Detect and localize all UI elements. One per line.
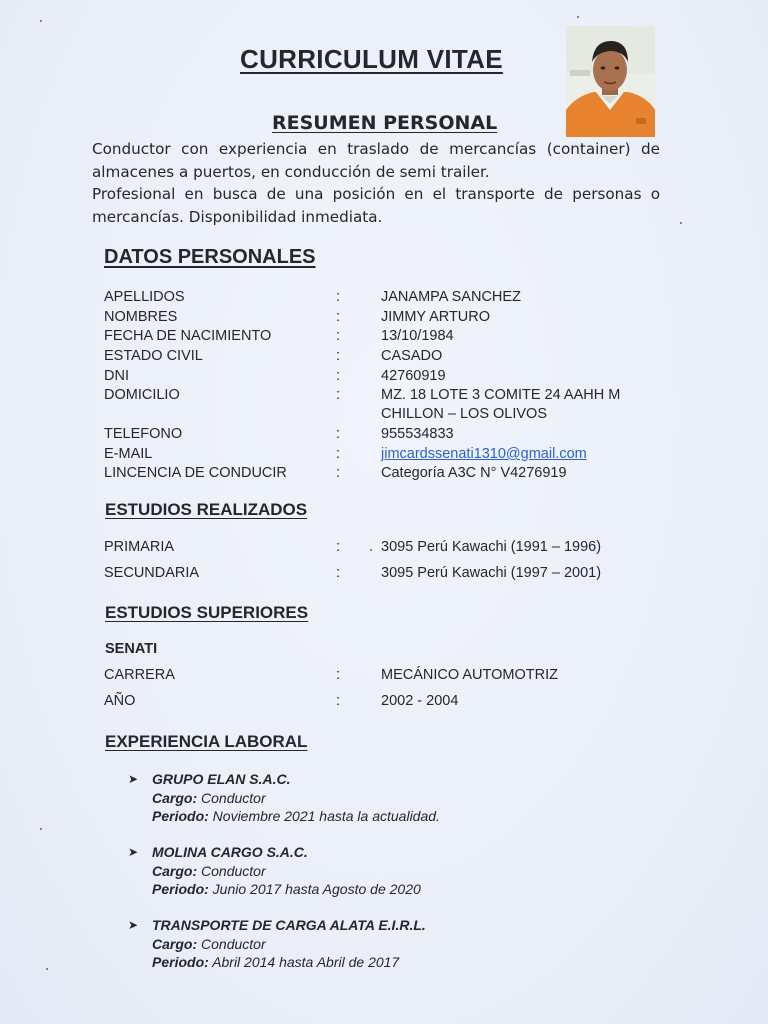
job-entry bbox=[128, 843, 628, 899]
job-cargo bbox=[152, 862, 266, 881]
row-label: SECUNDARIA bbox=[104, 565, 200, 581]
higher-row-carrera bbox=[104, 667, 704, 687]
row-value: 3095 Perú Kawachi (1997 – 2001) bbox=[381, 565, 602, 581]
row-value-line-2: CHILLON – LOS OLIVOS bbox=[381, 406, 548, 422]
row-colon: : bbox=[336, 426, 341, 442]
row-label: DOMICILIO bbox=[104, 387, 180, 403]
periodo-value: Noviembre 2021 hasta la actualidad. bbox=[212, 808, 440, 824]
row-label: FECHA DE NACIMIENTO bbox=[104, 328, 272, 344]
paper-speck bbox=[40, 828, 42, 830]
periodo-value: Abril 2014 hasta Abril de 2017 bbox=[212, 954, 400, 970]
row-colon: : bbox=[336, 289, 341, 305]
row-label: E-MAIL bbox=[104, 446, 153, 462]
row-colon: : bbox=[336, 565, 341, 581]
job-company: MOLINA CARGO S.A.C. bbox=[152, 844, 308, 860]
row-label: DNI bbox=[104, 368, 129, 384]
row-value: MECÁNICO AUTOMOTRIZ bbox=[381, 667, 558, 683]
row-colon: : bbox=[336, 539, 341, 555]
job-cargo bbox=[152, 935, 266, 954]
institution-name: SENATI bbox=[105, 641, 158, 657]
job-periodo bbox=[152, 953, 399, 972]
higher-studies-heading: ESTUDIOS SUPERIORES bbox=[105, 603, 309, 622]
row-value: Categoría A3C N° V4276919 bbox=[381, 465, 567, 481]
row-label: CARRERA bbox=[104, 667, 175, 683]
row-label: NOMBRES bbox=[104, 309, 178, 325]
personal-row-email bbox=[104, 446, 704, 466]
studies-row-primaria bbox=[104, 539, 704, 559]
profile-photo bbox=[566, 26, 655, 137]
arrow-bullet-icon: ➤ bbox=[128, 772, 139, 786]
row-value: JANAMPA SANCHEZ bbox=[381, 289, 521, 305]
row-value: JIMMY ARTURO bbox=[381, 309, 491, 325]
row-value: 13/10/1984 bbox=[381, 328, 454, 344]
cargo-value: Conductor bbox=[201, 863, 266, 879]
row-value: 2002 - 2004 bbox=[381, 693, 459, 709]
cargo-label: Cargo: bbox=[152, 863, 198, 879]
cargo-label: Cargo: bbox=[152, 790, 198, 806]
experience-heading: EXPERIENCIA LABORAL bbox=[105, 732, 308, 751]
arrow-bullet-icon: ➤ bbox=[128, 918, 139, 932]
personal-row-fecha-nacimiento bbox=[104, 328, 704, 348]
row-colon: : bbox=[336, 693, 341, 709]
row-value: 3095 Perú Kawachi (1991 – 1996) bbox=[381, 539, 602, 555]
cargo-value: Conductor bbox=[201, 936, 266, 952]
row-colon: : bbox=[336, 348, 341, 364]
studies-row-secundaria bbox=[104, 565, 704, 585]
row-label: LINCENCIA DE CONDUCIR bbox=[104, 465, 287, 481]
row-label: ESTADO CIVIL bbox=[104, 348, 203, 364]
summary-text bbox=[92, 138, 660, 228]
studies-heading: ESTUDIOS REALIZADOS bbox=[105, 500, 308, 519]
periodo-value: Junio 2017 hasta Agosto de 2020 bbox=[212, 881, 421, 897]
job-entry bbox=[128, 916, 628, 972]
job-company: TRANSPORTE DE CARGA ALATA E.I.R.L. bbox=[152, 917, 426, 933]
row-label: TELEFONO bbox=[104, 426, 183, 442]
row-label: APELLIDOS bbox=[104, 289, 185, 305]
cargo-label: Cargo: bbox=[152, 936, 198, 952]
row-colon: : bbox=[336, 465, 341, 481]
paper-speck bbox=[577, 16, 579, 18]
paper-speck bbox=[680, 222, 682, 224]
row-value: 42760919 bbox=[381, 368, 446, 384]
row-colon: : bbox=[336, 667, 341, 683]
periodo-label: Periodo: bbox=[152, 954, 209, 970]
row-value: CASADO bbox=[381, 348, 443, 364]
job-entry bbox=[128, 770, 628, 826]
email-link[interactable]: jimcardssenati1310@gmail.com bbox=[381, 446, 587, 462]
personal-row-telefono bbox=[104, 426, 704, 446]
job-cargo bbox=[152, 789, 266, 808]
personal-data-heading: DATOS PERSONALES bbox=[104, 246, 316, 268]
job-periodo bbox=[152, 880, 421, 899]
row-colon: : bbox=[336, 446, 341, 462]
row-label: PRIMARIA bbox=[104, 539, 175, 555]
paper-speck bbox=[46, 968, 48, 970]
personal-row-apellidos bbox=[104, 289, 704, 309]
document-title: CURRICULUM VITAE bbox=[240, 44, 503, 74]
arrow-bullet-icon: ➤ bbox=[128, 845, 139, 859]
cargo-value: Conductor bbox=[201, 790, 266, 806]
paper-speck bbox=[40, 20, 42, 22]
row-colon: : bbox=[336, 309, 341, 325]
row-colon: : bbox=[336, 368, 341, 384]
person-portrait-icon bbox=[566, 26, 655, 137]
personal-row-nombres bbox=[104, 309, 704, 329]
personal-row-domicilio bbox=[104, 387, 704, 427]
summary-paragraph-2: Profesional en busca de una posición en el transporte de personas o mercancías. Disponibilidad inmediata. bbox=[92, 185, 660, 226]
row-value: 955534833 bbox=[381, 426, 454, 442]
summary-heading: RESUMEN PERSONAL bbox=[272, 112, 498, 134]
periodo-label: Periodo: bbox=[152, 808, 209, 824]
row-value: MZ. 18 LOTE 3 COMITE 24 AAHH M bbox=[381, 387, 621, 403]
periodo-label: Periodo: bbox=[152, 881, 209, 897]
job-periodo bbox=[152, 807, 440, 826]
higher-row-anio bbox=[104, 693, 704, 713]
row-colon: : bbox=[336, 328, 341, 344]
personal-row-estado-civil bbox=[104, 348, 704, 368]
summary-paragraph-1: Conductor con experiencia en traslado de mercancías (container) de almacenes a puertos, en conducción de semi trailer. bbox=[92, 140, 660, 181]
job-company: GRUPO ELAN S.A.C. bbox=[152, 771, 291, 787]
row-colon: : bbox=[336, 387, 341, 403]
row-label: AÑO bbox=[104, 693, 136, 709]
personal-row-licencia bbox=[104, 465, 704, 485]
personal-row-dni bbox=[104, 368, 704, 388]
